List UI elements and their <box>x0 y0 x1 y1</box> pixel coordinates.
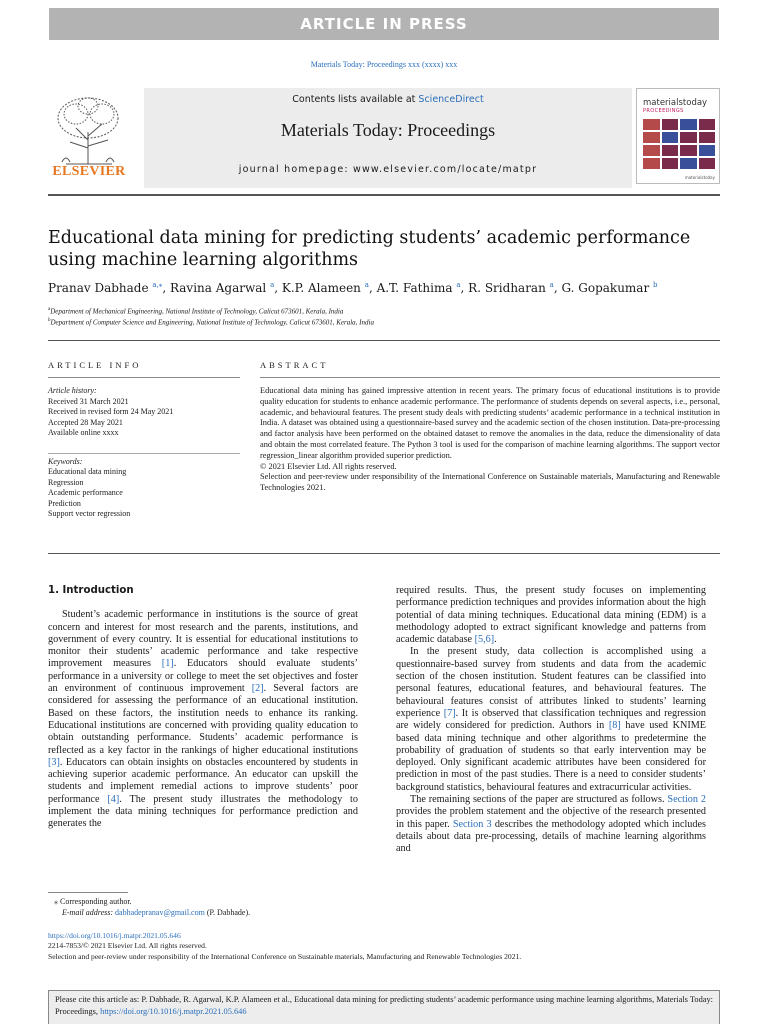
affiliation-a <box>48 307 720 315</box>
publication-info <box>48 931 720 962</box>
author-name: G. Gopakumar <box>561 281 650 295</box>
keyword[interactable]: Educational data mining <box>48 467 127 476</box>
author-separator: , <box>553 281 562 295</box>
article-info-rule <box>48 377 240 378</box>
email-link[interactable]: dabhadepranav@gmail.com <box>115 908 205 917</box>
elsevier-logo <box>48 92 130 184</box>
history-label: Article history: <box>48 386 97 395</box>
sciencedirect-link[interactable]: ScienceDirect <box>418 94 484 105</box>
author-name: K.P. Alameen <box>281 281 361 295</box>
peer-review-line: Selection and peer-review under responsibility of the International Conference on Sustainable materials, Manufacturing and Renewable Technologies 2021. <box>48 951 522 961</box>
author-separator: , <box>274 281 282 295</box>
journal-homepage: journal homepage: www.elsevier.com/locate/matpr <box>238 164 538 175</box>
affiliation-a-text: Department of Mechanical Engineering, National Institute of Technology, Calicut 673601, Kerala, India <box>50 307 344 316</box>
article-in-press-banner: ARTICLE IN PRESS <box>49 8 719 40</box>
author-name: A.T. Fathima <box>376 281 453 295</box>
journal-reference-link[interactable]: Materials Today: Proceedings xxx (xxxx) xxx <box>310 60 458 69</box>
abstract-text: Educational data mining has gained impressive attention in recent years. The primary focus of educational institutions is to provide quality education for students to enhance academic performance. The performance of students depends on several aspects, i.e., personal, academic, and behavioural features. The present study deals with predicting students’ academic performance in a technical institution in India. A dataset was obtained using a questionnaire-based survey and the academic section of the chosen institution. Data-pre-processing and factor analysis have been performed on the obtained dataset to remove the anomalies in the data, reduce the dimensionality of data and obtain the most correlated feature. The Python 3 tool is used for the comparison of machine learning algorithms. The support vector regression_linear algorithm provided superior prediction. <box>260 386 720 460</box>
affiliation-a-mark: a <box>48 307 51 312</box>
journal-header <box>144 88 632 188</box>
author-affiliation-mark[interactable]: a <box>549 281 554 289</box>
citation-link[interactable]: [8] <box>608 720 621 732</box>
affiliation-b <box>48 318 720 326</box>
article-info-heading: ARTICLE INFO <box>48 360 142 370</box>
author-affiliation-mark[interactable]: a <box>364 281 369 289</box>
email-label: E-mail address: <box>62 908 116 917</box>
author-name: Ravina Agarwal <box>169 281 267 295</box>
affiliation-b-mark: b <box>48 318 51 323</box>
left-column <box>48 585 358 831</box>
contents-line <box>144 94 632 105</box>
citation-link[interactable]: [1] <box>161 658 174 670</box>
footnote <box>48 896 358 918</box>
issn-line: 2214-7853/© 2021 Elsevier Ltd. All rights reserved. <box>48 941 207 951</box>
masthead <box>48 88 720 188</box>
citation-text: Please cite this article as: P. Dabhade, R. Agarwal, K.P. Alameen et al., Educational data mining for predicting students’ academic performance using machine learning algorithms, Materials Today: Proceedings, <box>55 995 713 1016</box>
revised-date: Received in revised form 24 May 2021 <box>48 407 174 416</box>
footnote-rule <box>48 892 128 893</box>
elsevier-tree-icon <box>48 92 130 166</box>
intro-paragraph-2: In the present study, data collection is accomplished using a questionnaire-based survey from students and data from the academic section of the chosen institution. Student features can be classified into personal features, educational features, and behavioural features. The behavioural features consist of attributes linked to students’ learning experience [7]. It is observed that classification techniques and regression are widely considered for prediction. Authors in [8] have used KNIME based data mining technique and other algorithms to predetermine the probability of graduation of students so that early intervention may be deployed. Only significant academic attributes have been considered for prediction in most of the past studies. There is a need to consider students’ background statistics, behavioural features and extracurricular activities. <box>396 646 706 793</box>
author-affiliation-mark[interactable]: a <box>456 281 461 289</box>
keyword[interactable]: Regression <box>48 477 84 487</box>
author-name: Pranav Dabhade <box>48 281 149 295</box>
author-separator: , <box>460 281 469 295</box>
citation-link[interactable]: [3] <box>48 756 60 768</box>
right-column <box>396 585 706 856</box>
email-line <box>48 907 358 918</box>
article-info <box>48 386 240 520</box>
intro-paragraph-1-cont: required results. Thus, the present study focuses on implementing performance prediction techniques and provides information about the high potential of data mining techniques. Educational data mining (EDM) is a methodology adopted to extract significant knowledge and patterns from academic database [5,6]. <box>396 585 706 646</box>
author-separator: , <box>162 281 170 295</box>
accepted-date: Accepted 28 May 2021 <box>48 417 123 427</box>
keyword[interactable]: Academic performance <box>48 488 123 497</box>
author-separator: , <box>368 281 377 295</box>
abstract-end-rule <box>48 553 720 554</box>
elsevier-wordmark: ELSEVIER <box>52 164 126 179</box>
doi-link[interactable]: https://doi.org/10.1016/j.matpr.2021.05.646 <box>48 931 181 940</box>
keywords-label: Keywords: <box>48 456 83 466</box>
article-title: Educational data mining for predicting students’ academic performance using machine learning algorithms <box>48 228 691 270</box>
author-list <box>48 281 720 295</box>
citation-box <box>48 990 720 1024</box>
email-suffix: (P. Dabhade). <box>204 908 251 917</box>
intro-paragraph-3: The remaining sections of the paper are structured as follows. Section 2 provides the problem statement and the objective of the research presented in this paper. Section 3 describes the methodology adopted which includes details about data pre-processing, details of machine learning algorithms and <box>396 794 706 855</box>
citation-link[interactable]: [2] <box>251 683 264 695</box>
keyword[interactable]: Support vector regression <box>48 509 131 518</box>
citation-link[interactable]: [7] <box>443 707 456 719</box>
author-name: R. Sridharan <box>468 281 546 295</box>
author-affiliation-mark[interactable]: b <box>653 281 658 289</box>
received-date: Received 31 March 2021 <box>48 396 129 406</box>
journal-cover-image <box>636 88 720 184</box>
corresponding-author: ⁎ Corresponding author. <box>54 897 132 906</box>
online-date: Available online xxxx <box>48 428 119 437</box>
journal-name: Materials Today: Proceedings <box>280 120 496 140</box>
introduction-heading: 1. Introduction <box>48 585 134 596</box>
abstract-body <box>260 386 720 494</box>
abstract-rule <box>260 377 720 378</box>
citation-link[interactable]: [4] <box>107 793 120 805</box>
contents-prefix: Contents lists available at <box>292 94 419 105</box>
citation-doi-link[interactable]: https://doi.org/10.1016/j.matpr.2021.05.646 <box>100 1007 247 1016</box>
intro-paragraph-1: Student’s academic performance in institutions is the source of great concern and interest for most research and the parents, institutions, and government of every country. It is essential for educational institutions to monitor their students’ academic performance and take respective improvement measures [1]. Educators should evaluate students’ performance in a university or college to meet the set objectives and foster an environment of continuous improvement [2]. Several factors are considered for assessing the performance of an educational institution. Based on these factors, the institution needs to enhance its ranking. Educational institutions are concerned with providing quality education to obtain outstanding performance. Students’ academic performance is reflected as a key factor in the rankings of higher educational institutions [3]. Educators can obtain insights on obstacles encountered by students in achieving superior academic performance. An educator can upskill the students and implement remedial actions to improve students’ poor performance [4]. The present study illustrates the methodology to implement the data mining techniques for performance prediction and generates the <box>48 609 359 830</box>
author-affiliation-mark[interactable]: a <box>270 281 275 289</box>
section-link[interactable]: Section 2 <box>667 794 706 806</box>
cover-subtitle: PROCEEDINGS <box>643 108 684 114</box>
cover-title: materialstoday <box>643 98 708 108</box>
affiliation-rule <box>48 340 720 341</box>
abstract-heading: ABSTRACT <box>260 360 329 370</box>
abstract-peer-review: Selection and peer-review under responsibility of the International Conference on Sustainable materials, Manufacturing and Renewable Technologies 2021. <box>260 472 720 493</box>
affiliation-b-text: Department of Computer Science and Engineering, National Institute of Technology, Calicut 673601, Kerala, India <box>50 318 374 327</box>
keywords-rule <box>48 453 240 454</box>
section-link[interactable]: Section 3 <box>452 818 492 830</box>
cover-art <box>643 119 715 169</box>
keyword[interactable]: Prediction <box>48 498 81 508</box>
header-rule <box>48 194 720 196</box>
abstract-copyright: © 2021 Elsevier Ltd. All rights reserved. <box>260 461 397 471</box>
citation-link[interactable]: [5,6] <box>474 634 495 646</box>
author-affiliation-mark[interactable]: a,⁎ <box>152 281 163 289</box>
cover-footer: materialstoday <box>684 175 715 180</box>
